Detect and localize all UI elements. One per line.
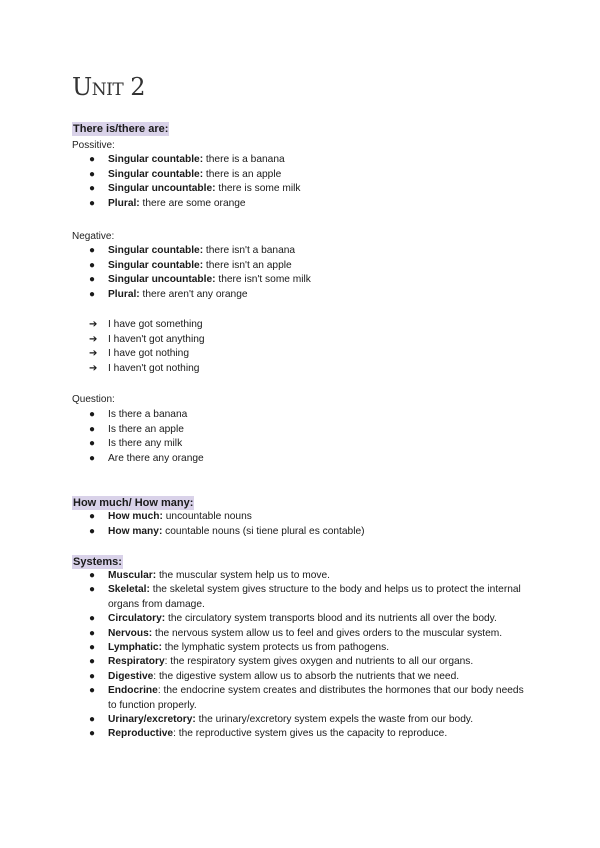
negative-list — [72, 244, 532, 302]
arrow-icon: ➔ — [89, 348, 98, 360]
negative-label: Negative: — [72, 231, 115, 242]
list-item: ➔ I haven't got anything — [72, 333, 532, 348]
list-item: ● Singular countable: there isn't an apple — [72, 259, 532, 274]
section-heading-systems: Systems: — [73, 556, 122, 568]
bullet-icon: ● — [89, 642, 96, 654]
bullet-icon: ● — [89, 584, 96, 596]
bullet-icon: ● — [89, 685, 96, 697]
list-item: ● Urinary/excretory: the urinary/excretory system expels the waste from our body. — [72, 713, 532, 727]
list-item: ● Singular countable: there isn't a banana — [72, 244, 532, 259]
question-label: Question: — [72, 394, 115, 405]
list-item: ● Is there a banana — [72, 408, 532, 423]
bullet-icon: ● — [89, 197, 96, 209]
list-item: ● How much: uncountable nouns — [72, 510, 532, 525]
list-item: ➔ I have got something — [72, 318, 532, 333]
arrow-icon: ➔ — [89, 319, 98, 330]
list-item: ● Reproductive: the reproductive system gives us the capacity to reproduce. — [72, 727, 532, 741]
bullet-icon: ● — [89, 511, 96, 522]
list-item: ● Nervous: the nervous system allow us to feel and gives orders to the muscular system. — [72, 627, 532, 641]
list-item: ● Digestive: the digestive system allow us to absorb the nutrients that we need. — [72, 670, 532, 684]
bullet-icon: ● — [89, 627, 96, 639]
list-item: ● Muscular: the muscular system help us to move. — [72, 569, 532, 583]
section-heading-there-is: There is/there are: — [73, 123, 169, 135]
list-item: ➔ I have got nothing — [72, 347, 532, 362]
systems-list — [72, 569, 532, 742]
bullet-icon: ● — [89, 245, 96, 256]
bullet-icon: ● — [89, 274, 96, 286]
list-item: ● Is there an apple — [72, 423, 532, 438]
list-item: ● Plural: there are some orange — [72, 197, 532, 212]
positive-list — [72, 153, 532, 211]
list-item: ● Lymphatic: the lymphatic system protects us from pathogens. — [72, 641, 532, 655]
list-item: ● Is there any milk — [72, 437, 532, 452]
bullet-icon: ● — [89, 656, 96, 668]
list-item: ➔ I haven't got nothing — [72, 362, 532, 377]
bullet-icon: ● — [89, 154, 96, 165]
how-much-list — [72, 510, 532, 539]
list-item: ● Singular countable: there is an apple — [72, 168, 532, 183]
question-list — [72, 408, 532, 466]
bullet-icon: ● — [89, 613, 96, 625]
list-item: ● Circulatory: the circulatory system transports blood and its nutrients all over the body. — [72, 612, 532, 626]
positive-label: Possitive: — [72, 140, 115, 151]
bullet-icon: ● — [89, 525, 96, 537]
list-item: ● Singular uncountable: there isn't some milk — [72, 273, 532, 288]
list-item: ● Endocrine: the endocrine system creates and distributes the hormones that our body needs to function properly. — [89, 685, 524, 711]
list-item: ● Plural: there aren't any orange — [72, 288, 532, 303]
list-item: ● Singular uncountable: there is some milk — [72, 182, 532, 197]
bullet-icon: ● — [89, 670, 96, 682]
arrow-icon: ➔ — [89, 362, 98, 374]
list-item: ● Respiratory: the respiratory system gives oxygen and nutrients to all our organs. — [72, 655, 532, 669]
bullet-icon: ● — [89, 452, 96, 464]
bullet-icon: ● — [89, 288, 96, 300]
list-item: ● Skeletal: the skeletal system gives structure to the body and helps us to protect the internal organs from damage. — [89, 584, 521, 610]
bullet-icon: ● — [89, 423, 96, 435]
list-item: ● Are there any orange — [72, 452, 532, 467]
bullet-icon: ● — [89, 409, 96, 420]
bullet-icon: ● — [89, 168, 96, 180]
list-item: ● How many: countable nouns (si tiene plural es contable) — [72, 525, 532, 540]
bullet-icon: ● — [89, 438, 96, 450]
section-heading-how-much: How much/ How many: — [73, 497, 194, 509]
page-title: Unit 2 — [72, 73, 146, 101]
bullet-icon: ● — [89, 728, 96, 740]
list-item: ● Singular countable: there is a banana — [72, 153, 532, 168]
bullet-icon: ● — [89, 259, 96, 271]
have-got-list — [72, 318, 532, 376]
bullet-icon: ● — [89, 570, 96, 581]
arrow-icon: ➔ — [89, 333, 98, 345]
bullet-icon: ● — [89, 183, 96, 195]
bullet-icon: ● — [89, 714, 96, 726]
